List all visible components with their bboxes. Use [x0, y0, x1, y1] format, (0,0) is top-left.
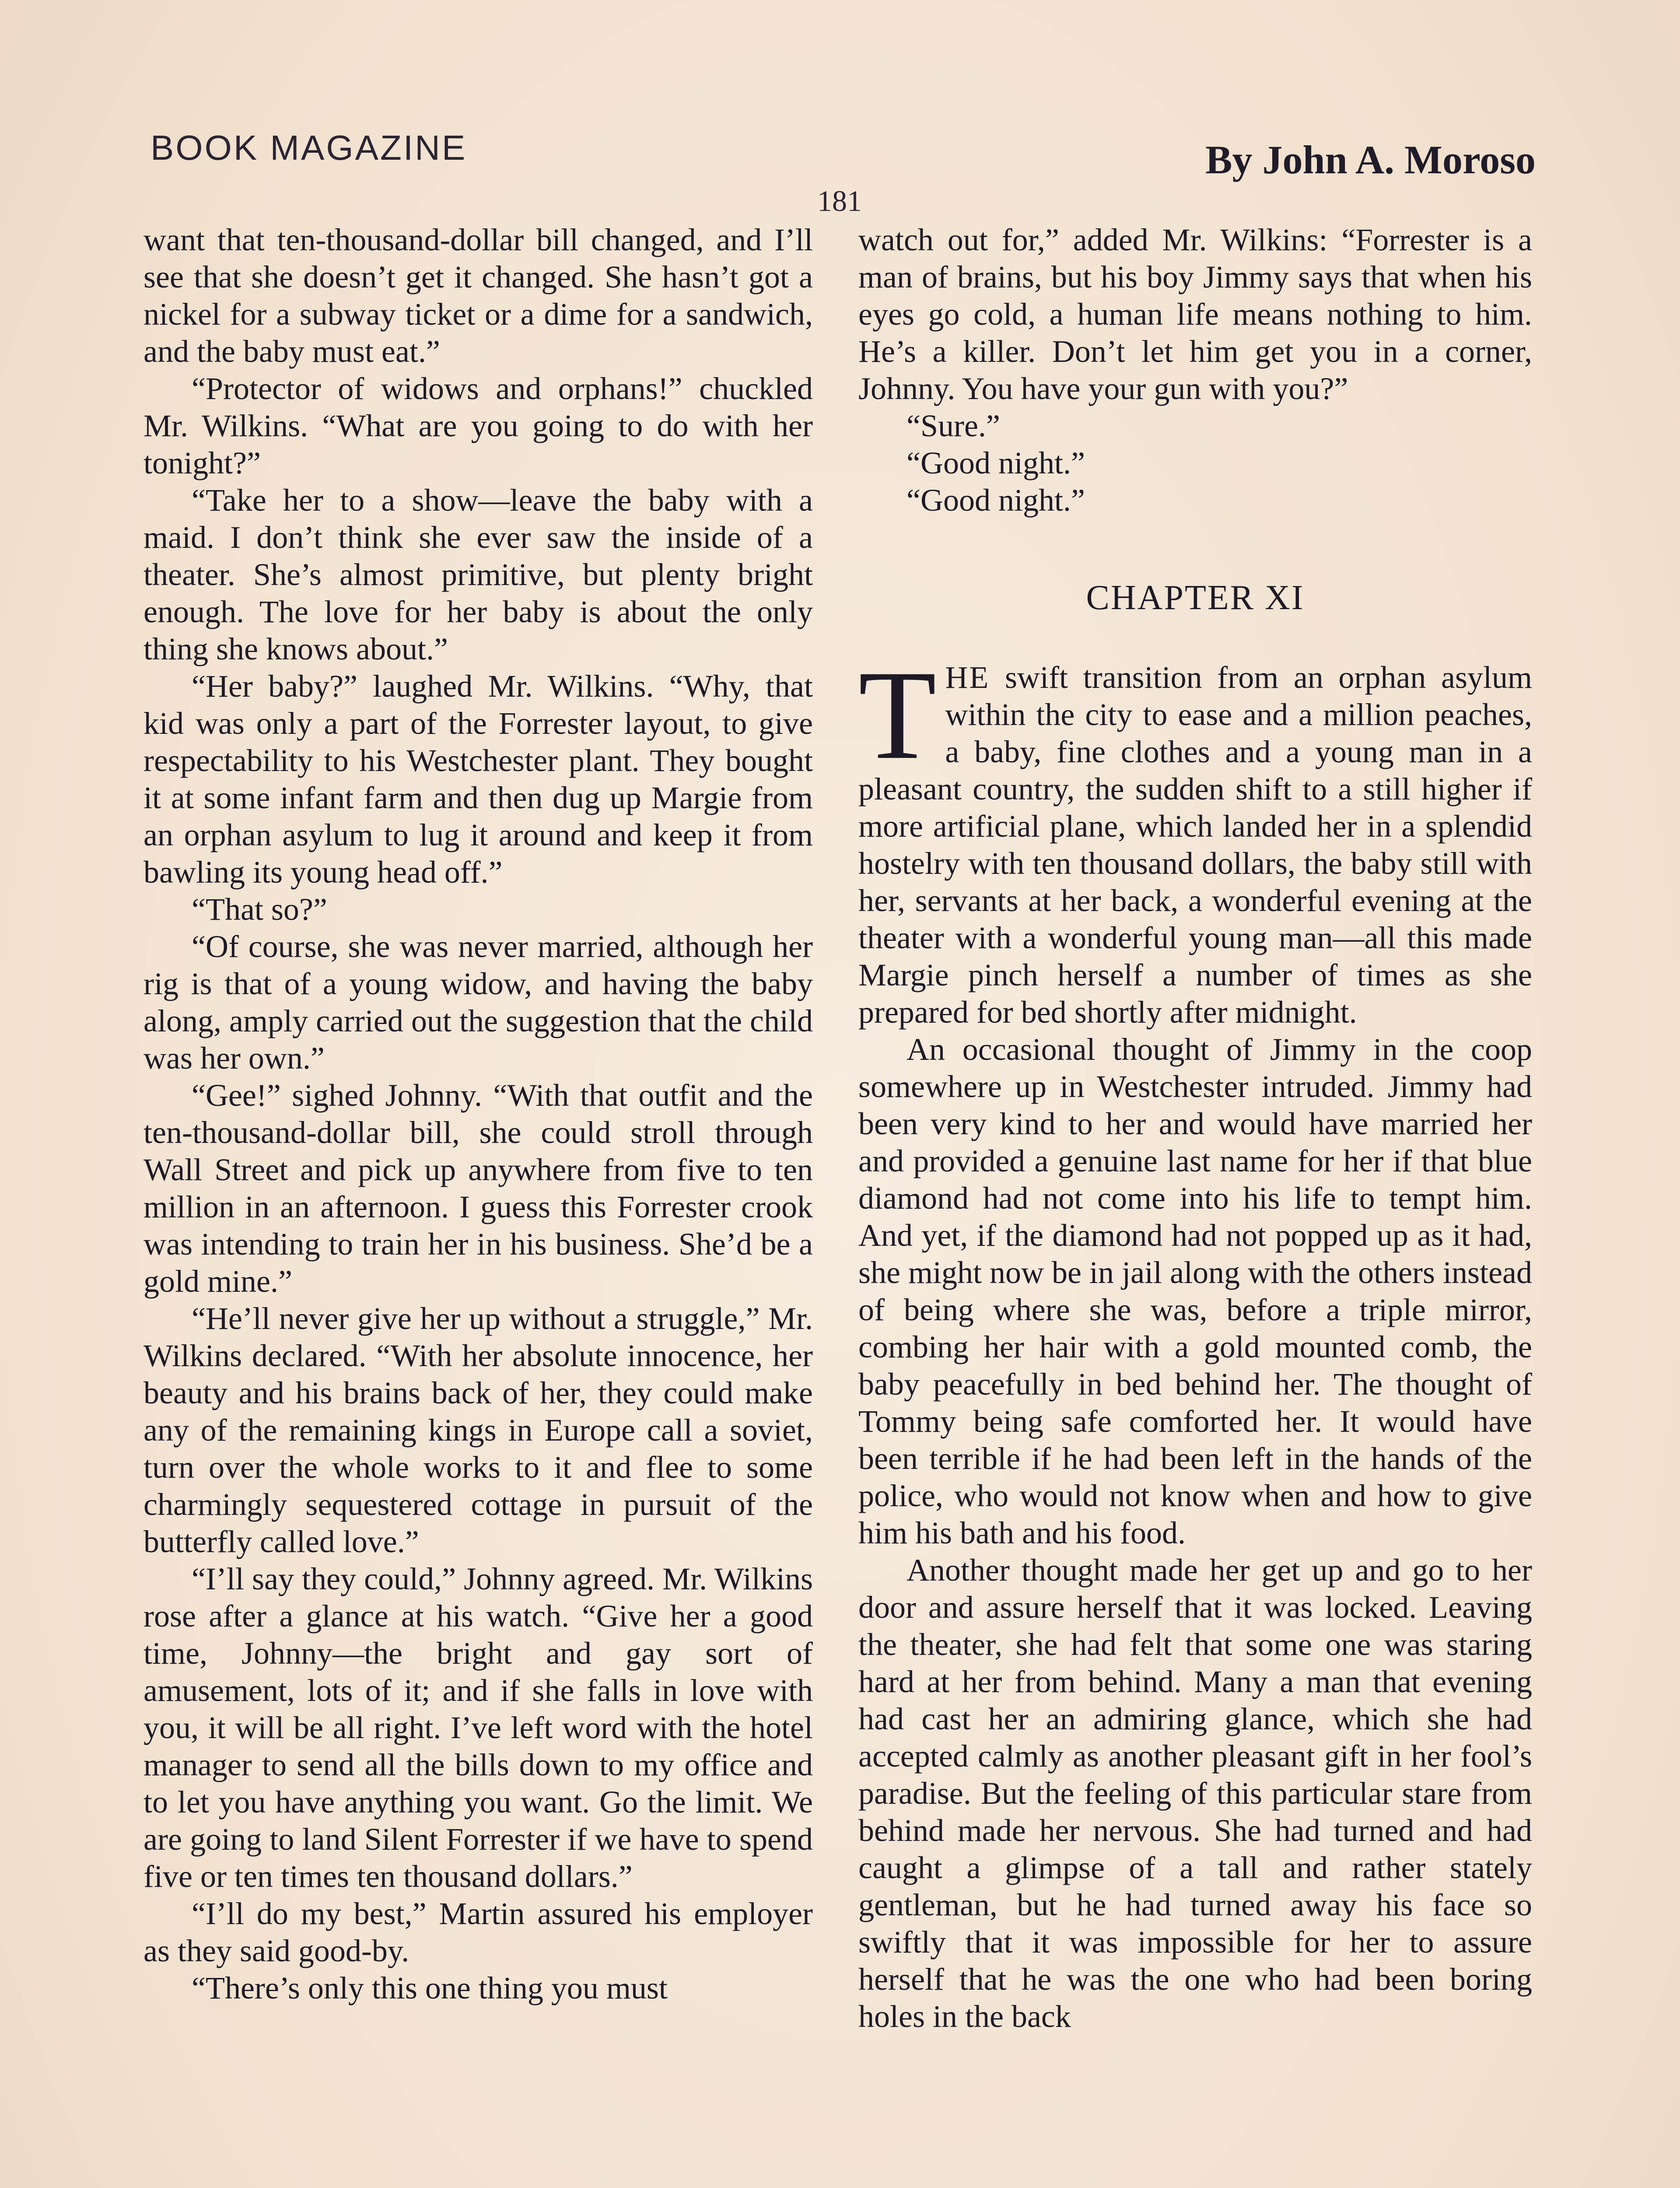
paragraph: Another thought made her get up and go to her door and assure herself that it was locked. Leaving the theater, she had felt that some one was staring hard at her from behind. Many a man that evening had cast her an admiring glance, which she had accepted calmly as another pleasant gift in her fool’s paradise. But the feeling of this particular stare from behind made her nervous. She had turned and had caught a glimpse of a tall and rather stately gentleman, but he had turned away his face so swiftly that it was impossible for her to assure herself that he was the one who had been boring holes in the back	[858, 1553, 1532, 2034]
chapter-heading: CHAPTER XI	[1086, 579, 1305, 617]
paragraph: “That so?”	[192, 892, 327, 927]
paragraph: “Gee!” sighed Johnny. “With that outfit and the ten-thousand-dollar bill, she could stroll through Wall Street and pick up anywhere from five to ten million in an afternoon. I guess this Forrester crook was intending to train her in his business. She’d be a gold mine.”	[144, 1078, 813, 1299]
paragraph: “He’ll never give her up without a struggle,” Mr. Wilkins declared. “With her absolute innocence, her beauty and his brains back of her, they could make any of the remaining kings in Europe call a soviet, turn over the whole works to it and flee to some charmingly sequestered cottage in pursuit of the butterfly called love.”	[144, 1301, 813, 1559]
paragraph: “Good night.”	[906, 445, 1085, 480]
author-byline: By John A. Moroso	[1205, 137, 1536, 182]
chapter-opening-paragraph	[858, 645, 1532, 1031]
magazine-title: BOOK MAGAZINE	[150, 128, 467, 167]
paragraph: An occasional thought of Jimmy in the coop somewhere up in Westchester intruded. Jimmy had been very kind to her and would have married her and provided a genuine last name for her if that blue diamond had not come into his life to tempt him. And yet, if the diamond had not popped up as it had, she might now be in jail along with the others instead of being where she was, before a triple mirror, combing her hair with a gold mounted comb, the baby peacefully in bed behind her. The thought of Tommy being safe comforted her. It would have been terrible if he had been left in the hands of the police, who would not know when and how to give him his bath and his food.	[858, 1032, 1532, 1550]
paragraph: “Sure.”	[906, 408, 1000, 443]
opening-word-caps: HE	[945, 660, 990, 695]
paragraph: “Her baby?” laughed Mr. Wilkins. “Why, that kid was only a part of the Forrester layout, to give respectability to his Westchester plant. They bought it at some infant farm and then dug up Margie from an orphan asylum to lug it around and keep it from bawling its young head off.”	[144, 669, 813, 890]
paragraph: “I’ll do my best,” Martin assured his employer as they said good-by.	[144, 1896, 813, 1968]
opening-paragraph-text: swift transition from an orphan asylum within the city to ease and a million peaches, a baby, fine clothes and a young man in a pleasant country, the sudden shift to a still higher if more artificial plane, which landed her in a splendid hostelry with ten thousand dollars, the baby still with her, servants at her back, a wonderful evening at the theater with a wonderful young man—all this made Margie pinch herself a number of times as she prepared for bed shortly after midnight.	[858, 660, 1532, 1030]
paragraph: “There’s only this one thing you must	[192, 1971, 668, 2006]
paragraph: “Of course, she was never married, although her rig is that of a young widow, and having the baby along, amply carried out the suggestion that the child was her own.”	[144, 929, 813, 1076]
paragraph: “I’ll say they could,” Johnny agreed. Mr. Wilkins rose after a glance at his watch. “Give her a good time, Johnny—the bright and gay sort of amusement, lots of it; and if she falls in love with you, it will be all right. I’ve left word with the hotel manager to send all the bills down to my office and to let you have anything you want. Go the limit. We are going to land Silent Forrester if we have to spend five or ten times ten thousand dollars.”	[144, 1561, 813, 1894]
right-column	[858, 221, 1532, 2035]
paragraph: “Good night.”	[906, 483, 1085, 518]
paragraph: watch out for,” added Mr. Wilkins: “Forrester is a man of brains, but his boy Jimmy says that when his eyes go cold, a human life means nothing to him. He’s a killer. Don’t let him get you in a corner, Johnny. You have your gun with you?”	[858, 222, 1532, 406]
paragraph: “Protector of widows and orphans!” chuckled Mr. Wilkins. “What are you going to do with her tonight?”	[144, 371, 813, 480]
paragraph: want that ten-thousand-dollar bill changed, and I’ll see that she doesn’t get it changed. She hasn’t got a nickel for a subway ticket or a dime for a sandwich, and the baby must eat.”	[144, 222, 813, 369]
paragraph: “Take her to a show—leave the baby with a maid. I don’t think she ever saw the inside of a theater. She’s almost primitive, but plenty bright enough. The love for her baby is about the only thing she knows about.”	[144, 483, 813, 666]
page-number: 181	[817, 184, 862, 217]
drop-cap: T	[858, 645, 937, 786]
left-column	[144, 221, 813, 2007]
